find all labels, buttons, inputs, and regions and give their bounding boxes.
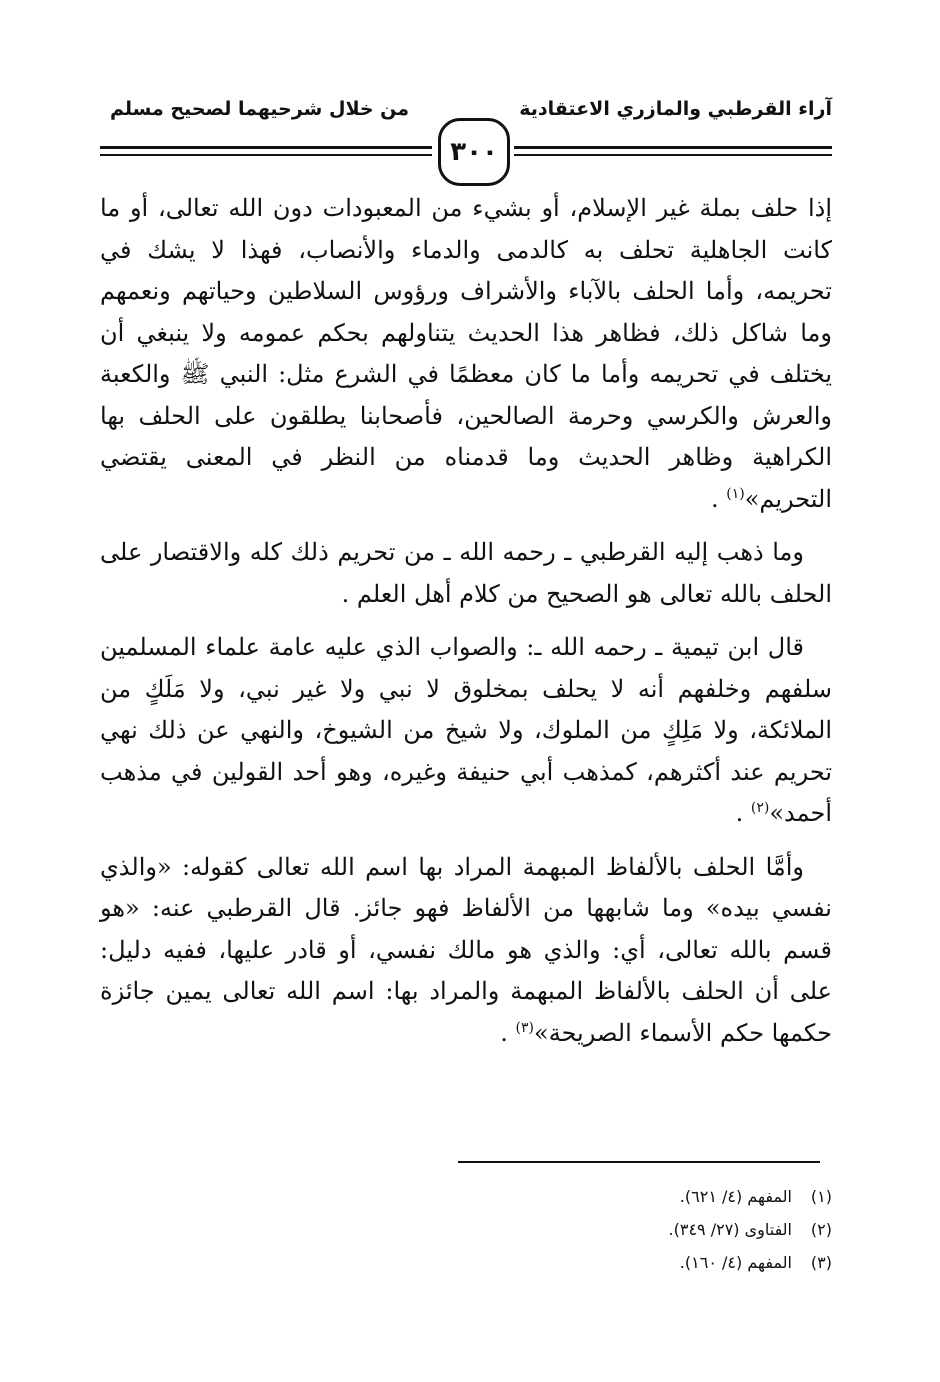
paragraph-end: .: [735, 799, 751, 827]
footnote-text: المفهم (٤/ ٦٢١).: [679, 1187, 792, 1206]
footnote-1: [100, 1180, 832, 1213]
page-number: ٣٠٠: [450, 137, 498, 167]
footnote-2: [100, 1213, 832, 1246]
footnotes: [100, 1180, 832, 1279]
footnote-number: (٣): [810, 1253, 832, 1272]
paragraph-end: .: [710, 484, 727, 513]
paragraph-text: وأمَّا الحلف بالألفاظ المبهمة المراد بها اسم الله تعالى كقوله: «والذي نفسي بيده» وما شابهها من الألفاظ فهو جائز. قال القرطبي عنه: «هو قسم بالله تعالى، أي: والذي هو مالك نفسي، أو قادر عليها، ففيه دليل: على أن الحلف بالألفاظ المبهمة والمراد بها: اسم الله تعالى يمين جائزة حكمها حكم الأسماء الصريحة»: [100, 852, 832, 1047]
header-rule-right-bottom: [514, 154, 832, 156]
paragraph-text: وما ذهب إليه القرطبي ـ رحمه الله ـ من تحريم ذلك كله والاقتصار على الحلف بالله تعالى هو الصحيح من كلام أهل العلم .: [100, 538, 832, 608]
paragraph-2: [100, 532, 832, 615]
footnote-text: المفهم (٤/ ١٦٠).: [679, 1253, 792, 1272]
header-book-title: آراء القرطبي والمازري الاعتقادية: [519, 98, 832, 120]
paragraph-text: إذا حلف بملة غير الإسلام، أو بشيء من المعبودات دون الله تعالى، أو ما كانت الجاهلية تحلف به كالدمى والدماء والأنصاب، فهذا لا يشك في تحريمه، وأما الحلف بالآباء والأشراف ورؤوس السلاطين وحياتهم ونعمهم وما شاكل ذلك، فظاهر هذا الحديث يتناولهم بحكم عمومه ولا ينبغي أن يختلف في تحريمه وأما ما كان معظمًا في الشرع مثل: النبي ﷺ والكعبة والعرش والكرسي وحرمة الصالحين، فأصحابنا يطلقون على الحلف بها الكراهية وظاهر الحديث وما قدمناه من النظر في المعنى يقتضي التحريم»: [100, 194, 833, 513]
header-book-subtitle: من خلال شرحيهما لصحيح مسلم: [110, 98, 410, 120]
header-rule-left-bottom: [100, 154, 432, 156]
header-rule-left-top: [100, 146, 432, 149]
paragraph-1: [100, 188, 832, 520]
paragraph-end: .: [500, 1018, 516, 1047]
footnote-ref: (٣): [515, 1019, 535, 1036]
header-rule-right-top: [514, 146, 832, 149]
footnote-3: [100, 1246, 832, 1279]
footnote-number: (١): [810, 1187, 832, 1206]
footnote-separator: [458, 1161, 820, 1163]
paragraph-4: [100, 847, 832, 1055]
paragraph-3: [100, 627, 832, 835]
footnote-text: الفتاوى (٢٧/ ٣٤٩).: [668, 1220, 792, 1239]
main-text: [100, 188, 832, 1066]
paragraph-text: قال ابن تيمية ـ رحمه الله ـ: والصواب الذي عليه عامة علماء المسلمين سلفهم وخلفهم أنه لا يحلف بمخلوق لا نبي ولا غير نبي، ولا مَلَكٍ من الملائكة، ولا مَلِكٍ من الملوك، ولا شيخ من الشيوخ، والنهي عن ذلك نهي تحريم عند أكثرهم، كمذهب أبي حنيفة وغيره، وهو أحد القولين في مذهب أحمد»: [100, 633, 832, 827]
footnote-ref: (٢): [750, 800, 770, 816]
page-number-badge: [438, 118, 510, 186]
footnote-ref: (١): [726, 485, 745, 502]
footnote-number: (٢): [810, 1220, 832, 1239]
